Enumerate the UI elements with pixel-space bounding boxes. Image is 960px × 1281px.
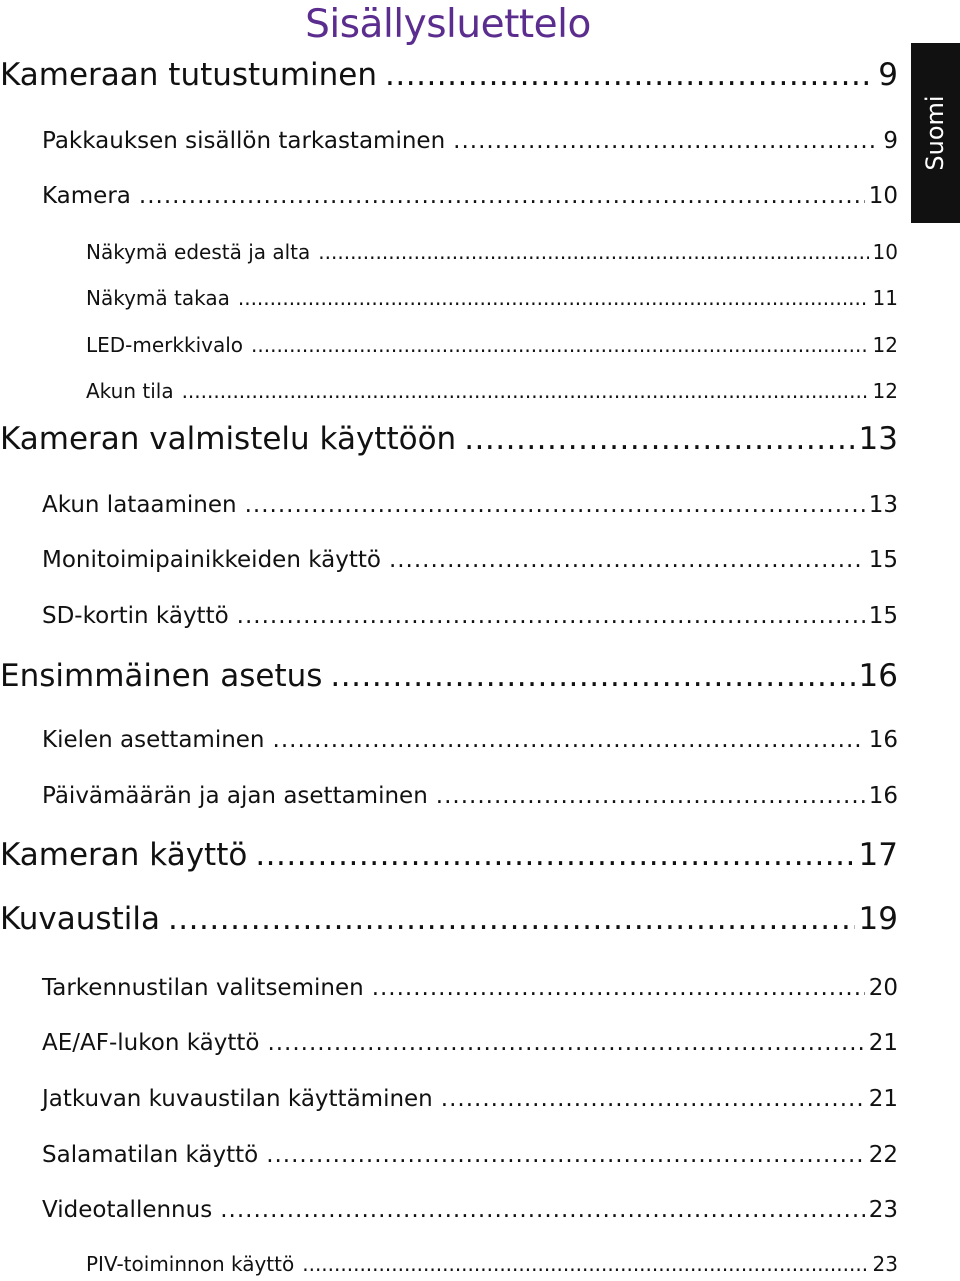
page-title: Sisällysluettelo [305,2,591,47]
dot-leader [266,1142,865,1168]
toc-entry[interactable] [42,183,898,209]
toc-entry-page-number: 9 [878,56,898,93]
dot-leader [453,128,879,154]
toc-entry-label: Jatkuvan kuvaustilan käyttäminen [42,1085,433,1112]
toc-entry-page-number: 19 [858,900,898,937]
dot-leader [441,1086,865,1112]
toc-entry[interactable] [42,1086,898,1112]
toc-entry[interactable] [42,783,898,809]
toc-entry[interactable] [42,975,898,1001]
toc-entry[interactable] [0,421,898,457]
dot-leader [220,1197,865,1223]
toc-entry-label: SD-kortin käyttö [42,602,229,629]
toc-entry-label: Videotallennus [42,1196,213,1223]
toc-entry-page-number: 9 [883,127,898,154]
toc-entry[interactable] [0,57,898,93]
toc-entry-label: Kuvaustila [0,900,160,937]
toc-entry[interactable] [0,901,898,937]
toc-entry[interactable] [86,379,898,403]
toc-entry-page-number: 15 [868,602,898,629]
toc-entry-label: Pakkauksen sisällön tarkastaminen [42,127,446,154]
toc-entry-label: Näkymä takaa [86,285,230,310]
toc-entry-label: Näkymä edestä ja alta [86,239,311,264]
toc-entry-page-number: 16 [858,657,898,694]
dot-leader [182,379,869,403]
toc-entry[interactable] [42,547,898,573]
dot-leader [273,727,865,753]
toc-entry[interactable] [42,128,898,154]
toc-entry-page-number: 23 [868,1196,898,1223]
toc-entry-label: Päivämäärän ja ajan asettaminen [42,782,428,809]
dot-leader [464,421,854,457]
toc-entry-label: Akun lataaminen [42,491,237,518]
toc-entry[interactable] [42,603,898,629]
toc-entry-label: Kielen asettaminen [42,726,265,753]
toc-entry-page-number: 12 [872,378,898,403]
dot-leader [237,603,865,629]
toc-entry-page-number: 16 [868,782,898,809]
toc-entry-label: AE/AF-lukon käyttö [42,1029,260,1056]
toc-entry-page-number: 21 [868,1085,898,1112]
toc-entry-label: Salamatilan käyttö [42,1141,259,1168]
toc-entry-label: Kameran käyttö [0,836,248,873]
toc-entry[interactable] [86,1252,898,1276]
dot-leader [245,492,865,518]
toc-entry-label: Tarkennustilan valitseminen [42,974,364,1001]
dot-leader [139,183,865,209]
language-tab [911,43,960,223]
dot-leader [251,333,869,357]
toc-entry-page-number: 20 [868,974,898,1001]
toc-entry-label: Kameran valmistelu käyttöön [0,420,457,457]
toc-entry-page-number: 21 [868,1029,898,1056]
toc-entry[interactable] [0,658,898,694]
dot-leader [389,547,865,573]
toc-entry[interactable] [42,727,898,753]
toc-entry-page-number: 23 [872,1251,898,1276]
dot-leader [238,286,869,310]
toc-entry-page-number: 11 [872,285,898,310]
toc-entry[interactable] [86,333,898,357]
language-tab-label: Suomi [921,95,949,171]
toc-entry-label: LED-merkkivalo [86,332,244,357]
toc-entry[interactable] [42,492,898,518]
toc-entry-label: Ensimmäinen asetus [0,657,323,694]
toc-entry-label: Akun tila [86,378,174,403]
toc-entry[interactable] [86,240,898,264]
toc-entry[interactable] [42,1197,898,1223]
dot-leader [436,783,865,809]
dot-leader [372,975,865,1001]
toc-entry-page-number: 10 [868,182,898,209]
toc-entry[interactable] [42,1142,898,1168]
dot-leader [168,901,855,937]
dot-leader [330,658,854,694]
toc-entry-page-number: 10 [872,239,898,264]
toc-entry-page-number: 13 [868,491,898,518]
toc-entry-label: PIV-toiminnon käyttö [86,1251,295,1276]
dot-leader [385,57,874,93]
dot-leader [255,837,854,873]
toc-entry-page-number: 15 [868,546,898,573]
toc-entry-page-number: 12 [872,332,898,357]
toc-entry-page-number: 17 [858,836,898,873]
dot-leader [318,240,868,264]
toc-entry-page-number: 22 [868,1141,898,1168]
toc-entry[interactable] [42,1030,898,1056]
toc-entry-page-number: 13 [858,420,898,457]
toc-entry[interactable] [86,286,898,310]
toc-entry-label: Monitoimipainikkeiden käyttö [42,546,381,573]
toc-entry-label: Kamera [42,182,131,209]
toc-entry-label: Kameraan tutustuminen [0,56,378,93]
dot-leader [302,1252,868,1276]
toc-entry-page-number: 16 [868,726,898,753]
toc-entry[interactable] [0,837,898,873]
dot-leader [267,1030,864,1056]
